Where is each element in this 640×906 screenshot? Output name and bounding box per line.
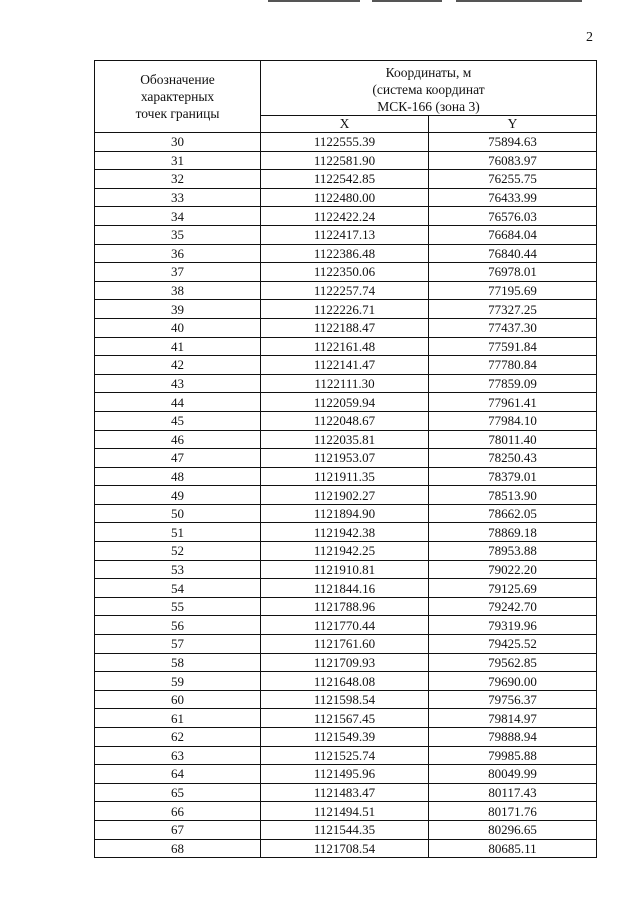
header-point-line-1: Обозначение	[140, 72, 215, 87]
x-coordinate-cell: 1121761.60	[261, 635, 429, 654]
x-coordinate-cell: 1122059.94	[261, 393, 429, 412]
point-number-cell: 49	[95, 486, 261, 505]
point-number-cell: 42	[95, 356, 261, 375]
table-row	[95, 653, 597, 672]
point-number-cell: 44	[95, 393, 261, 412]
x-coordinate-cell: 1121902.27	[261, 486, 429, 505]
table-row	[95, 244, 597, 263]
boundary-points-table	[94, 60, 597, 858]
y-coordinate-cell: 76978.01	[429, 263, 597, 282]
x-coordinate-cell: 1122035.81	[261, 430, 429, 449]
header-coords-line-2: (система координат	[372, 81, 485, 97]
table-row	[95, 188, 597, 207]
point-number-cell: 40	[95, 318, 261, 337]
point-number-cell: 56	[95, 616, 261, 635]
point-number-cell: 48	[95, 467, 261, 486]
y-coordinate-cell: 80171.76	[429, 802, 597, 821]
point-number-cell: 33	[95, 188, 261, 207]
x-coordinate-cell: 1121953.07	[261, 449, 429, 468]
x-coordinate-cell: 1121942.25	[261, 542, 429, 561]
table-row	[95, 449, 597, 468]
point-number-cell: 68	[95, 839, 261, 858]
y-coordinate-cell: 77437.30	[429, 318, 597, 337]
point-number-cell: 59	[95, 672, 261, 691]
table-row	[95, 820, 597, 839]
table-row	[95, 709, 597, 728]
y-coordinate-cell: 77961.41	[429, 393, 597, 412]
y-coordinate-cell: 79022.20	[429, 560, 597, 579]
top-rule-left	[268, 0, 360, 2]
y-coordinate-cell: 77984.10	[429, 411, 597, 430]
point-number-cell: 31	[95, 151, 261, 170]
x-coordinate-cell: 1121648.08	[261, 672, 429, 691]
y-coordinate-cell: 78869.18	[429, 523, 597, 542]
y-coordinate-cell: 76576.03	[429, 207, 597, 226]
y-coordinate-cell: 78250.43	[429, 449, 597, 468]
y-coordinate-cell: 80685.11	[429, 839, 597, 858]
point-number-cell: 51	[95, 523, 261, 542]
point-number-cell: 63	[95, 746, 261, 765]
point-number-cell: 53	[95, 560, 261, 579]
x-coordinate-cell: 1122386.48	[261, 244, 429, 263]
point-number-cell: 60	[95, 690, 261, 709]
y-coordinate-cell: 77780.84	[429, 356, 597, 375]
y-coordinate-cell: 76255.75	[429, 170, 597, 189]
top-rule-middle	[372, 0, 442, 2]
y-coordinate-cell: 79888.94	[429, 728, 597, 747]
y-coordinate-cell: 80296.65	[429, 820, 597, 839]
y-coordinate-cell: 79425.52	[429, 635, 597, 654]
table-row	[95, 635, 597, 654]
point-number-cell: 62	[95, 728, 261, 747]
top-rule-right	[456, 0, 582, 2]
table-row	[95, 337, 597, 356]
x-coordinate-cell: 1122257.74	[261, 281, 429, 300]
point-number-cell: 39	[95, 300, 261, 319]
y-coordinate-cell: 76840.44	[429, 244, 597, 263]
header-point-line-3: точек границы	[135, 106, 220, 121]
x-coordinate-cell: 1122226.71	[261, 300, 429, 319]
point-number-cell: 50	[95, 504, 261, 523]
table-header-row	[95, 61, 597, 116]
point-number-cell: 52	[95, 542, 261, 561]
y-coordinate-cell: 79985.88	[429, 746, 597, 765]
point-number-cell: 67	[95, 820, 261, 839]
table-row	[95, 133, 597, 152]
x-coordinate-cell: 1121788.96	[261, 597, 429, 616]
x-coordinate-cell: 1122048.67	[261, 411, 429, 430]
x-coordinate-cell: 1122581.90	[261, 151, 429, 170]
y-coordinate-cell: 75894.63	[429, 133, 597, 152]
point-number-cell: 37	[95, 263, 261, 282]
x-coordinate-cell: 1122188.47	[261, 318, 429, 337]
table-row	[95, 170, 597, 189]
point-number-cell: 30	[95, 133, 261, 152]
x-coordinate-cell: 1121708.54	[261, 839, 429, 858]
point-number-cell: 66	[95, 802, 261, 821]
x-coordinate-cell: 1121495.96	[261, 765, 429, 784]
y-coordinate-cell: 78513.90	[429, 486, 597, 505]
x-coordinate-cell: 1121494.51	[261, 802, 429, 821]
header-point-designation	[95, 61, 261, 133]
x-coordinate-cell: 1121549.39	[261, 728, 429, 747]
x-coordinate-cell: 1122480.00	[261, 188, 429, 207]
x-coordinate-cell: 1121567.45	[261, 709, 429, 728]
table-row	[95, 672, 597, 691]
point-number-cell: 54	[95, 579, 261, 598]
y-coordinate-cell: 77859.09	[429, 374, 597, 393]
x-coordinate-cell: 1121942.38	[261, 523, 429, 542]
y-coordinate-cell: 79756.37	[429, 690, 597, 709]
y-coordinate-cell: 80117.43	[429, 783, 597, 802]
point-number-cell: 34	[95, 207, 261, 226]
point-number-cell: 36	[95, 244, 261, 263]
point-number-cell: 64	[95, 765, 261, 784]
x-coordinate-cell: 1122417.13	[261, 225, 429, 244]
y-coordinate-cell: 76433.99	[429, 188, 597, 207]
x-coordinate-cell: 1121770.44	[261, 616, 429, 635]
point-number-cell: 57	[95, 635, 261, 654]
table-row	[95, 597, 597, 616]
y-coordinate-cell: 79242.70	[429, 597, 597, 616]
point-number-cell: 32	[95, 170, 261, 189]
table-row	[95, 467, 597, 486]
x-coordinate-cell: 1121844.16	[261, 579, 429, 598]
table-row	[95, 728, 597, 747]
header-point-line-2: характерных	[140, 89, 215, 104]
table-row	[95, 802, 597, 821]
x-coordinate-cell: 1121525.74	[261, 746, 429, 765]
x-coordinate-cell: 1121911.35	[261, 467, 429, 486]
table-row	[95, 783, 597, 802]
table-row	[95, 542, 597, 561]
x-coordinate-cell: 1122161.48	[261, 337, 429, 356]
y-coordinate-cell: 79562.85	[429, 653, 597, 672]
y-coordinate-cell: 76083.97	[429, 151, 597, 170]
table-row	[95, 523, 597, 542]
table-row	[95, 765, 597, 784]
x-coordinate-cell: 1121483.47	[261, 783, 429, 802]
x-coordinate-cell: 1122422.24	[261, 207, 429, 226]
page-number: 2	[586, 30, 593, 45]
header-y: Y	[429, 116, 597, 133]
header-coords-line-1: Координаты, м	[385, 64, 472, 80]
point-number-cell: 65	[95, 783, 261, 802]
table-row	[95, 504, 597, 523]
point-number-cell: 38	[95, 281, 261, 300]
y-coordinate-cell: 79319.96	[429, 616, 597, 635]
point-number-cell: 45	[95, 411, 261, 430]
x-coordinate-cell: 1121709.93	[261, 653, 429, 672]
x-coordinate-cell: 1122555.39	[261, 133, 429, 152]
header-coords-line-3: МСК-166 (зона 3)	[377, 98, 480, 114]
point-number-cell: 58	[95, 653, 261, 672]
y-coordinate-cell: 78953.88	[429, 542, 597, 561]
y-coordinate-cell: 77195.69	[429, 281, 597, 300]
x-coordinate-cell: 1122350.06	[261, 263, 429, 282]
y-coordinate-cell: 78011.40	[429, 430, 597, 449]
table-row	[95, 207, 597, 226]
point-number-cell: 47	[95, 449, 261, 468]
y-coordinate-cell: 78379.01	[429, 467, 597, 486]
y-coordinate-cell: 79814.97	[429, 709, 597, 728]
table-row	[95, 746, 597, 765]
table-row	[95, 690, 597, 709]
y-coordinate-cell: 79690.00	[429, 672, 597, 691]
point-number-cell: 35	[95, 225, 261, 244]
table-row	[95, 300, 597, 319]
table-row	[95, 263, 597, 282]
point-number-cell: 43	[95, 374, 261, 393]
table-row	[95, 579, 597, 598]
point-number-cell: 46	[95, 430, 261, 449]
point-number-cell: 55	[95, 597, 261, 616]
x-coordinate-cell: 1122141.47	[261, 356, 429, 375]
table-row	[95, 318, 597, 337]
table-row	[95, 356, 597, 375]
table-row	[95, 374, 597, 393]
x-coordinate-cell: 1122542.85	[261, 170, 429, 189]
table-row	[95, 560, 597, 579]
x-coordinate-cell: 1122111.30	[261, 374, 429, 393]
table-row	[95, 393, 597, 412]
y-coordinate-cell: 78662.05	[429, 504, 597, 523]
y-coordinate-cell: 79125.69	[429, 579, 597, 598]
x-coordinate-cell: 1121598.54	[261, 690, 429, 709]
x-coordinate-cell: 1121910.81	[261, 560, 429, 579]
point-number-cell: 61	[95, 709, 261, 728]
y-coordinate-cell: 80049.99	[429, 765, 597, 784]
table-row	[95, 411, 597, 430]
y-coordinate-cell: 76684.04	[429, 225, 597, 244]
table-row	[95, 486, 597, 505]
table-row	[95, 430, 597, 449]
table-row	[95, 151, 597, 170]
header-x: X	[261, 116, 429, 133]
table-row	[95, 281, 597, 300]
table-row	[95, 616, 597, 635]
x-coordinate-cell: 1121544.35	[261, 820, 429, 839]
table-row	[95, 839, 597, 858]
y-coordinate-cell: 77327.25	[429, 300, 597, 319]
header-coordinates	[261, 61, 597, 116]
x-coordinate-cell: 1121894.90	[261, 504, 429, 523]
y-coordinate-cell: 77591.84	[429, 337, 597, 356]
point-number-cell: 41	[95, 337, 261, 356]
table-row	[95, 225, 597, 244]
